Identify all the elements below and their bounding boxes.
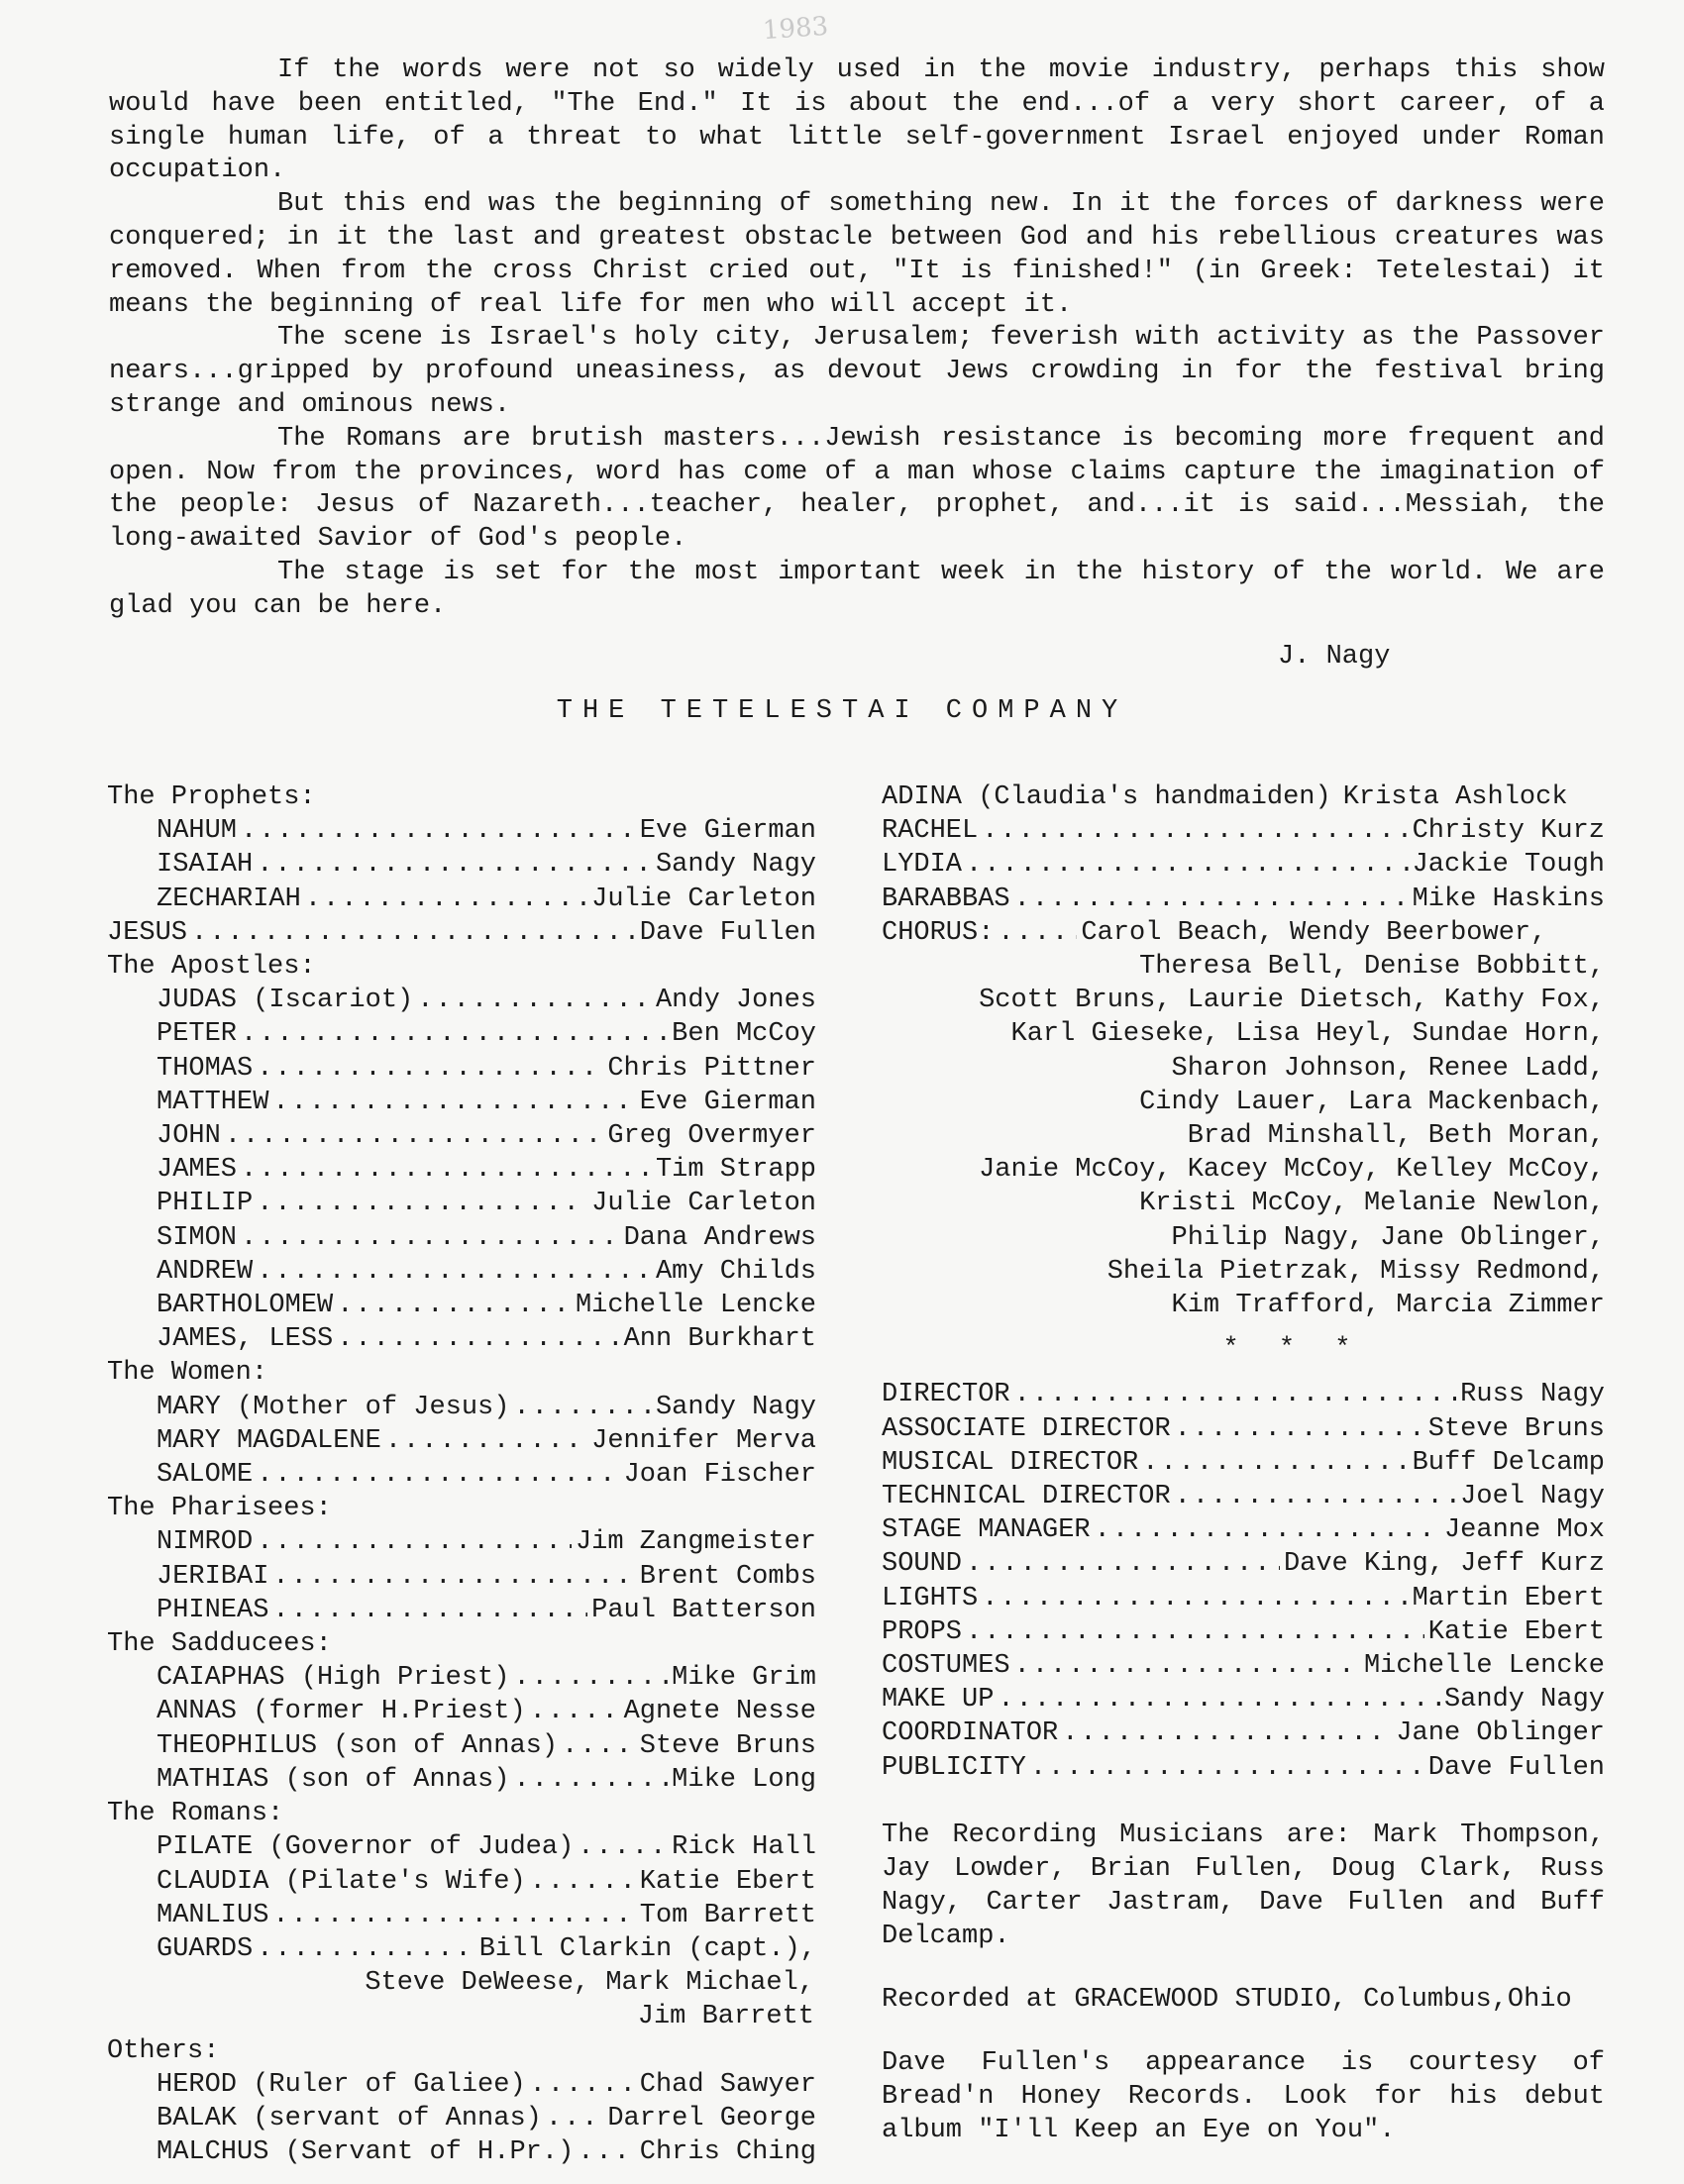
chorus-member-names: Philip Nagy, Jane Oblinger, <box>1171 1222 1605 1253</box>
leader-dots <box>257 1187 587 1220</box>
chorus-member-names: Cindy Lauer, Lara Mackenbach, <box>1139 1087 1605 1117</box>
crew-name: Steve Bruns <box>1427 1413 1605 1444</box>
intro-paragraph: If the words were not so widely used in the movie industry, perhaps this show would have been entitled, "The End." It is about the end...of a very short career, of a single human life, of a threat to what little self-government Israel enjoyed under Roman occupation. <box>109 55 1605 186</box>
cast-line <box>107 1830 816 1864</box>
cast-line <box>107 1458 816 1492</box>
leader-dots <box>1175 1480 1457 1513</box>
leader-dots <box>982 814 1408 848</box>
group-heading-romans: The Romans: <box>107 1799 284 1829</box>
actor-name: Mike Long <box>672 1764 816 1795</box>
leader-dots <box>257 1255 652 1289</box>
cast-line <box>107 1424 816 1458</box>
role-name: MANLIUS <box>157 1900 269 1930</box>
group-heading-sadducees: The Sadducees: <box>107 1629 332 1660</box>
role-name: JOHN <box>157 1121 221 1152</box>
actor-name: Michelle Lencke <box>575 1291 816 1321</box>
leader-dots <box>257 1052 603 1086</box>
crew-name: Dave King, Jeff Kurz <box>1283 1549 1605 1580</box>
crew-line <box>882 1716 1605 1750</box>
actor-name: Jim Zangmeister <box>575 1527 816 1558</box>
actor-name: Brent Combs <box>639 1561 816 1592</box>
chorus-member-names: Brad Minshall, Beth Moran, <box>1187 1121 1605 1152</box>
cast-line <box>107 814 816 848</box>
crew-name: Jeanne Mox <box>1443 1515 1605 1546</box>
role-name: HEROD (Ruler of Galiee) <box>157 2069 526 2100</box>
crew-role: TECHNICAL DIRECTOR <box>882 1482 1171 1512</box>
crew-list <box>882 1378 1605 1784</box>
leader-dots <box>417 984 652 1017</box>
chorus-member-names: Kim Trafford, Marcia Zimmer <box>1171 1291 1605 1321</box>
crew-line <box>882 1378 1605 1411</box>
leader-dots <box>272 1086 635 1119</box>
actor-name: Greg Overmyer <box>607 1121 816 1152</box>
cast-line <box>107 1289 816 1322</box>
cast-line <box>107 1594 816 1627</box>
role-name: ANNAS (former H.Priest) <box>157 1697 526 1727</box>
leader-dots <box>1014 883 1409 916</box>
cast-left-column <box>107 780 816 2169</box>
chorus-member-names: Scott Bruns, Laurie Dietsch, Kathy Fox, <box>979 986 1605 1016</box>
actor-name: Tim Strapp <box>655 1155 816 1186</box>
leader-dots <box>578 2135 635 2169</box>
leader-dots <box>305 883 587 916</box>
leader-dots <box>241 1153 652 1187</box>
leader-dots <box>966 1547 1280 1581</box>
role-name: MALCHUS (Servant of H.Pr.) <box>157 2137 575 2168</box>
leader-dots <box>982 1582 1408 1615</box>
leader-dots <box>966 848 1409 882</box>
leader-dots <box>272 1899 635 1932</box>
leader-dots <box>241 1017 668 1051</box>
role-name: RACHEL <box>882 816 979 847</box>
crew-line <box>882 1582 1605 1615</box>
actor-name: Tom Barrett <box>639 1900 816 1930</box>
chorus-member-names: Carol Beach, Wendy Beerbower, <box>1081 917 1547 948</box>
crew-line <box>882 1615 1605 1649</box>
crew-role: MUSICAL DIRECTOR <box>882 1447 1139 1478</box>
cast-line <box>107 1322 816 1356</box>
courtesy-note: Dave Fullen's appearance is courtesy of Bread'n Honey Records. Look for his debut album "I'll Keep an Eye on You". <box>882 2047 1605 2145</box>
role-name: SALOME <box>157 1460 254 1491</box>
cast-line <box>107 1729 816 1763</box>
role-name: THEOPHILUS (son of Annas) <box>157 1730 559 1761</box>
cast-line <box>107 1255 816 1289</box>
chorus-member-names: Karl Gieseke, Lisa Heyl, Sundae Horn, <box>1010 1019 1605 1050</box>
actor-name: Julie Carleton <box>591 884 816 914</box>
role-name: LYDIA <box>882 850 963 881</box>
actor-name: Dana Andrews <box>623 1222 816 1253</box>
crew-name: Michelle Lencke <box>1363 1651 1605 1682</box>
leader-dots <box>530 1695 620 1728</box>
role-name: JUDAS (Iscariot) <box>157 986 414 1016</box>
role-name: CAIAPHAS (High Priest) <box>157 1663 510 1694</box>
actor-name: Ann Burkhart <box>623 1324 816 1355</box>
company-title: THE TETELESTAI COMPANY <box>556 696 1128 726</box>
role-name: MATHIAS (son of Annas) <box>157 1764 510 1795</box>
cast-line <box>882 780 1605 814</box>
role-name: CLAUDIA (Pilate's Wife) <box>157 1866 526 1897</box>
leader-dots <box>1062 1716 1392 1750</box>
leader-dots <box>513 1391 652 1424</box>
role-name: JAMES <box>157 1155 238 1186</box>
actor-name: Bill Clarkin (capt.), <box>478 1933 816 1964</box>
leader-dots <box>530 1865 636 1899</box>
crew-line <box>882 1751 1605 1785</box>
crew-name: Dave Fullen <box>1427 1752 1605 1783</box>
crew-name: Buff Delcamp <box>1412 1447 1605 1478</box>
role-name: PHILIP <box>157 1189 254 1219</box>
role-name: BALAK (servant of Annas) <box>157 2103 542 2133</box>
section-separator: * * * <box>1222 1334 1363 1365</box>
crew-role: ASSOCIATE DIRECTOR <box>882 1413 1171 1444</box>
cast-line <box>107 1187 816 1220</box>
actor-name: Chris Pittner <box>607 1053 816 1084</box>
actor-name: Ben McCoy <box>672 1019 816 1050</box>
chorus-member-names: Theresa Bell, Denise Bobbitt, <box>1139 952 1605 983</box>
crew-line <box>882 1412 1605 1446</box>
leader-dots <box>1014 1649 1360 1683</box>
actor-name: Amy Childs <box>655 1256 816 1287</box>
crew-role: PROPS <box>882 1616 963 1647</box>
leader-dots <box>385 1424 587 1458</box>
leader-dots <box>241 1221 620 1255</box>
cast-line <box>107 1865 816 1899</box>
actor-name: Katie Ebert <box>639 1866 816 1897</box>
leader-dots <box>257 1525 572 1559</box>
cast-line <box>107 1932 816 1966</box>
actor-name: Eve Gierman <box>639 1087 816 1117</box>
crew-line <box>882 1446 1605 1480</box>
chorus-label: CHORUS: <box>882 917 995 948</box>
leader-dots <box>272 1594 587 1627</box>
group-heading-women: The Women: <box>107 1358 268 1389</box>
role-name: ANDREW <box>157 1256 254 1287</box>
actor-name: Dave Fullen <box>639 917 816 948</box>
leader-dots <box>1142 1446 1408 1480</box>
chorus-list <box>882 950 1605 1322</box>
leader-dots <box>272 1560 635 1594</box>
crew-role: SOUND <box>882 1549 963 1580</box>
leader-dots <box>241 814 636 848</box>
cast-line <box>107 1391 816 1424</box>
leader-dots <box>966 1615 1424 1649</box>
intro-text <box>109 54 1605 624</box>
role-name: GUARDS <box>157 1933 254 1964</box>
role-name: NIMROD <box>157 1527 254 1558</box>
role-name: ADINA (Claudia's handmaiden) <box>882 782 1331 812</box>
leader-dots <box>225 1119 604 1153</box>
cast-line <box>882 814 1605 848</box>
handwritten-year-mark: 1983 <box>762 11 830 47</box>
cast-line <box>107 984 816 1017</box>
crew-line <box>882 1649 1605 1683</box>
crew-role: LIGHTS <box>882 1583 979 1613</box>
chorus-member-names: Kristi McCoy, Melanie Newlon, <box>1139 1189 1605 1219</box>
role-name: PETER <box>157 1019 238 1050</box>
leader-dots <box>1014 1378 1457 1411</box>
leader-dots <box>562 1729 636 1763</box>
crew-line <box>882 1683 1605 1716</box>
actor-name: Eve Gierman <box>639 816 816 847</box>
crew-role: DIRECTOR <box>882 1380 1010 1410</box>
leader-dots <box>513 1661 668 1695</box>
role-name: ZECHARIAH <box>157 884 301 914</box>
actor-name: Steve Bruns <box>639 1730 816 1761</box>
cast-line <box>107 848 816 882</box>
intro-paragraph: The Romans are brutish masters...Jewish resistance is becoming more frequent and open. Now from the provinces, word has come of a man whose claims capture the imagination of the people: Jesus of Nazareth...teacher, healer, prophet, and...it is said...Messiah, the long-awaited Savior of God's people. <box>109 423 1605 555</box>
leader-dots <box>578 1830 668 1864</box>
chorus-member-names: Sharon Johnson, Renee Ladd, <box>1171 1053 1605 1084</box>
leader-dots <box>337 1322 619 1356</box>
role-name: JERIBAI <box>157 1561 269 1592</box>
role-name: JAMES, LESS <box>157 1324 334 1355</box>
actor-name: Jackie Tough <box>1412 850 1605 881</box>
cast-line <box>107 1899 816 1932</box>
cast-line <box>107 1017 816 1051</box>
actor-name: Chris Ching <box>639 2137 816 2168</box>
role-name: THOMAS <box>157 1053 254 1084</box>
actor-name: Paul Batterson <box>591 1595 816 1625</box>
guards-continued: Steve DeWeese, Mark Michael, <box>365 1968 814 1999</box>
crew-name: Jane Oblinger <box>1396 1718 1605 1749</box>
recording-musicians-note: The Recording Musicians are: Mark Thompson, Jay Lowder, Brian Fullen, Doug Clark, Russ Nagy, Carter Jastram, Dave Fullen and Buff Delcamp. <box>882 1820 1605 1951</box>
leader-dots <box>546 2102 603 2135</box>
intro-paragraph: But this end was the beginning of something new. In it the forces of darkness were conquered; in it the last and greatest obstacle between God and his rebellious creatures was removed. When from the cross Christ cried out, "It is finished!" (in Greek: Tetelestai) it means the beginning of real life for men who will accept it. <box>109 189 1605 320</box>
actor-name: Chad Sawyer <box>639 2069 816 2100</box>
actor-name: Christy Kurz <box>1412 816 1605 847</box>
actor-name: Rick Hall <box>672 1832 816 1863</box>
crew-name: Katie Ebert <box>1427 1616 1605 1647</box>
cast-line <box>107 1560 816 1594</box>
cast-line <box>107 2068 816 2102</box>
crew-name: Russ Nagy <box>1460 1380 1605 1410</box>
cast-line <box>107 1763 816 1797</box>
cast-line <box>107 2102 816 2135</box>
actor-name: Mike Grim <box>672 1663 816 1694</box>
leader-dots <box>1030 1751 1424 1785</box>
cast-line <box>107 1086 816 1119</box>
cast-line <box>107 1221 816 1255</box>
cast-line <box>107 1695 816 1728</box>
crew-name: Sandy Nagy <box>1443 1685 1605 1716</box>
leader-dots <box>1175 1412 1424 1446</box>
actor-name: Sandy Nagy <box>655 1392 816 1422</box>
leader-dots <box>530 2068 636 2102</box>
crew-line <box>882 1547 1605 1581</box>
leader-dots <box>998 916 1077 950</box>
cast-line <box>107 1119 816 1153</box>
leader-dots <box>257 1932 475 1966</box>
crew-line <box>882 1513 1605 1547</box>
actor-name: Agnete Nesse <box>623 1697 816 1727</box>
leader-dots <box>257 848 652 882</box>
role-name: PHINEAS <box>157 1595 269 1625</box>
cast-line <box>882 848 1605 882</box>
leader-dots <box>998 1683 1440 1716</box>
cast-line <box>107 2135 816 2169</box>
cast-line <box>107 1052 816 1086</box>
cast-line <box>107 916 816 950</box>
role-name: BARTHOLOMEW <box>157 1291 334 1321</box>
role-name: ISAIAH <box>157 850 254 881</box>
role-name: MARY (Mother of Jesus) <box>157 1392 510 1422</box>
actor-name: Krista Ashlock <box>1342 782 1568 812</box>
crew-name: Joel Nagy <box>1460 1482 1605 1512</box>
cast-line <box>882 883 1605 916</box>
actor-name: Joan Fischer <box>623 1460 816 1491</box>
group-heading-apostles: The Apostles: <box>107 952 316 983</box>
crew-role: MAKE UP <box>882 1685 995 1716</box>
crew-role: COSTUMES <box>882 1651 1010 1682</box>
crew-line <box>882 1480 1605 1513</box>
leader-dots <box>513 1763 668 1797</box>
role-name: MARY MAGDALENE <box>157 1425 381 1456</box>
crew-name: Martin Ebert <box>1412 1583 1605 1613</box>
actor-name: Julie Carleton <box>591 1189 816 1219</box>
chorus-line <box>882 916 1605 950</box>
chorus-member-names: Janie McCoy, Kacey McCoy, Kelley McCoy, <box>979 1155 1605 1186</box>
recording-studio-note: Recorded at GRACEWOOD STUDIO, Columbus,Ohio <box>882 1984 1572 2015</box>
chorus-member-names: Sheila Pietrzak, Missy Redmond, <box>1106 1256 1605 1287</box>
cast-line <box>107 1525 816 1559</box>
leader-dots <box>337 1289 572 1322</box>
role-name: MATTHEW <box>157 1087 269 1117</box>
group-heading-others: Others: <box>107 2035 220 2066</box>
role-name: NAHUM <box>157 816 238 847</box>
leader-dots <box>257 1458 619 1492</box>
actor-name: Andy Jones <box>655 986 816 1016</box>
actor-name: Sandy Nagy <box>655 850 816 881</box>
leader-dots <box>1095 1513 1440 1547</box>
role-name: BARABBAS <box>882 884 1010 914</box>
actor-name: Darrel George <box>607 2103 816 2133</box>
leader-dots <box>191 916 636 950</box>
cast-line <box>107 883 816 916</box>
crew-role: STAGE MANAGER <box>882 1515 1091 1546</box>
actor-name: Mike Haskins <box>1412 884 1605 914</box>
group-heading-pharisees: The Pharisees: <box>107 1494 332 1524</box>
cast-right-column <box>882 780 1605 2147</box>
actor-name: Jennifer Merva <box>591 1425 816 1456</box>
crew-role: PUBLICITY <box>882 1752 1026 1783</box>
signature: J. Nagy <box>1278 642 1391 672</box>
role-name: JESUS <box>107 917 188 948</box>
group-heading-prophets: The Prophets: <box>107 782 316 812</box>
intro-paragraph: The stage is set for the most important week in the history of the world. We are glad you can be here. <box>109 557 1605 621</box>
cast-line <box>107 1661 816 1695</box>
role-name: SIMON <box>157 1222 238 1253</box>
crew-role: COORDINATOR <box>882 1718 1059 1749</box>
guards-continued: Jim Barrett <box>637 2002 814 2032</box>
role-name: PILATE (Governor of Judea) <box>157 1832 575 1863</box>
intro-paragraph: The scene is Israel's holy city, Jerusalem; feverish with activity as the Passover nears...gripped by profound uneasiness, as devout Jews crowding in for the festival bring strange and ominous news. <box>109 323 1605 420</box>
cast-line <box>107 1153 816 1187</box>
